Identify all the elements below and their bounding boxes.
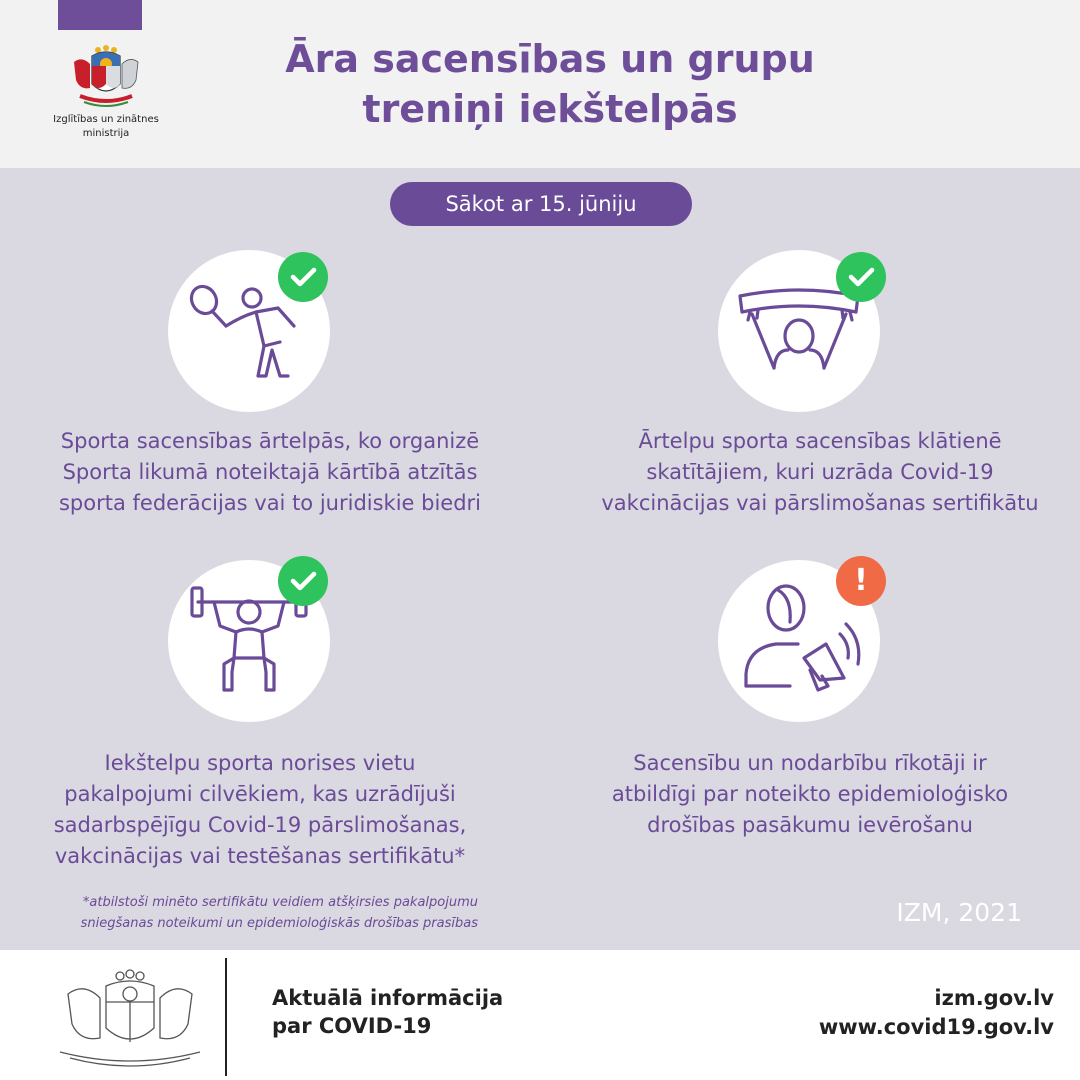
footnote-line: *atbilstoši minēto sertifikātu veidiem atšķirsies pakalpojumu (82, 895, 478, 910)
text-line: skatītājiem, kuri uzrāda Covid-19 (646, 460, 994, 484)
text-line: Ārtelpu sporta sacensības klātienē (638, 429, 1002, 453)
check-icon (278, 556, 328, 606)
link-covid19[interactable]: www.covid19.gov.lv (818, 1015, 1054, 1039)
allowed-check-badge (836, 252, 886, 302)
footer-info-line1: Aktuālā informācija (272, 986, 504, 1010)
link-izm[interactable]: izm.gov.lv (934, 986, 1054, 1010)
check-icon (836, 252, 886, 302)
coat-of-arms-icon (64, 40, 148, 112)
year-label: IZM, 2021 (896, 898, 1022, 927)
warning-badge (836, 556, 886, 606)
allowed-check-badge (278, 252, 328, 302)
ministry-logo (52, 40, 160, 160)
text-line: vakcinācijas vai pārslimošanas sertifikātu (601, 491, 1039, 515)
check-icon (278, 252, 328, 302)
item-text-indoor-services (20, 748, 500, 872)
page-title (190, 34, 910, 134)
footer-coat-of-arms (40, 958, 220, 1072)
text-line: Iekštelpu sporta norises vietu (104, 751, 416, 775)
footnote (20, 892, 478, 934)
text-line: Sporta likumā noteiktajā kārtībā atzītās (62, 460, 478, 484)
text-line: sporta federācijas vai to juridiskie biedri (58, 491, 482, 515)
main-panel (0, 168, 1080, 950)
text-line: Sacensību un nodarbību rīkotāji ir (633, 751, 987, 775)
ministry-name-line2: ministrija (82, 128, 130, 139)
text-line: vakcinācijas vai testēšanas sertifikātu* (54, 844, 466, 868)
date-pill: Sākot ar 15. jūniju (390, 182, 692, 226)
header-accent-bar (58, 0, 142, 30)
footer-info-title (272, 984, 503, 1040)
text-line: pakalpojumi cilvēkiem, kas uzrādījuši (64, 782, 456, 806)
footer (0, 950, 1080, 1080)
item-text-outdoor-competitions (40, 426, 500, 519)
coat-of-arms-outline-icon (40, 958, 220, 1072)
text-line: drošības pasākumu ievērošanu (647, 813, 973, 837)
allowed-check-badge (278, 556, 328, 606)
ministry-name-line1: Izglītības un zinātnes (53, 114, 159, 125)
footer-links (819, 984, 1054, 1042)
footer-info-line2: par COVID-19 (272, 1014, 432, 1038)
text-line: Sporta sacensības ārtelpās, ko organizē (60, 429, 480, 453)
text-line: sadarbspējīgu Covid-19 pārslimošanas, (53, 813, 467, 837)
page-title-line2: treniņi iekštelpās (362, 87, 738, 131)
footer-divider (225, 958, 227, 1076)
text-line: atbildīgi par noteikto epidemioloģisko (611, 782, 1009, 806)
item-text-spectators (580, 426, 1060, 519)
exclamation-icon: ! (854, 563, 868, 598)
page-title-line1: Āra sacensības un grupu (285, 37, 815, 81)
footnote-line: sniegšanas noteikumi un epidemioloģiskās drošības prasības (80, 916, 478, 931)
header (0, 0, 1080, 168)
item-text-organizers (580, 748, 1040, 841)
